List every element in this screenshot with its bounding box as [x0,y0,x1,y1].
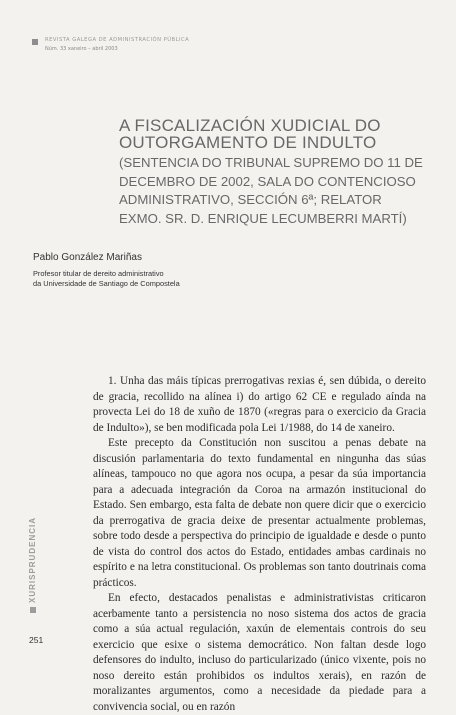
article-subtitle [119,154,423,228]
author-affiliation [33,269,180,289]
journal-name: REVISTA GALEGA DE ADMINISTRACIÓN PÚBLICA [45,37,190,43]
article-subtitle-line-1: (SENTENCIA DO TRIBUNAL SUPREMO DO 11 DE [119,155,423,170]
article-title-line-1: A FISCALIZACIÓN XUDICIAL DO [119,116,381,135]
article-body [93,374,426,715]
article-subtitle-line-2: DECEMBRO DE 2002, SALA DO CONTENCIOSO [119,173,416,189]
author-block [33,252,180,289]
author-affiliation-line-2: da Universidade de Santiago de Compostela [33,279,180,288]
article-subtitle-line-4: EXMO. SR. D. ENRIQUE LECUMBERRI MARTÍ) [119,210,407,226]
square-bullet-icon [32,39,38,45]
body-paragraph-3: En efecto, destacados penalistas e administrativistas criticaron acerbamente tanto a persistencia no noso sistema dos actos de gracia como a súa actual regulación, xaxún de elementais controis do seu exercicio que esixe o sistema democrático. Non faltan desde logo defensores do indulto, incluso do particularizado (único vixente, pois no noso dereito están prohibidos os indultos xerais), en razón de moralizantes argumentos, como a necesidade da piedade para a convivencia social, ou en razón [93,592,426,713]
author-name: Pablo González Mariñas [33,252,142,263]
body-paragraph-2: Este precepto da Constitución non suscitou a penas debate na discusión parlamentaria do texto fundamental en ningunha das súas alíneas, tampouco no que agora nos ocupa, a pesar da súa importancia para a adecuada integración da Coroa na armazón institucional do Estado. Sen embargo, esta falta de debate non quere dicir que o exercicio da prerrogativa de gracia deixe de presentar actualmente problemas, sobre todo desde a perspectiva do principio de igualdade e desde o punto de vista do control dos actos do Estado, entidades ambas cardinais no espírito e na letra constitucional. Os problemas son tanto doutrinais coma prácticos. [93,437,426,589]
article-title-line-2: OUTORGAMENTO DE INDULTO [119,133,377,152]
body-paragraph-1: 1. Unha das máis típicas prerrogativas rexias é, sen dúbida, o dereito de gracia, recollido na alínea i) do artigo 62 CE e regulado aínda na provecta Lei do 18 de xuño de 1870 («regras para o exercicio da Gracia de Indulto»), se ben modificada pola Lei 1/1988, do 14 de xaneiro. [93,375,426,434]
author-affiliation-line-1: Profesor titular de dereito administrativo [33,269,164,278]
journal-issue: Núm. 33 xaneiro – abril 2003 [45,46,118,52]
section-label-text: XURISPRUDENCIA [28,516,37,603]
article-title-block [119,117,423,228]
article-subtitle-line-3: ADMINISTRATIVO, SECCIÓN 6ª; RELATOR [119,192,382,207]
square-bullet-icon [30,607,36,613]
section-label [28,517,37,613]
page-number: 251 [29,635,44,645]
